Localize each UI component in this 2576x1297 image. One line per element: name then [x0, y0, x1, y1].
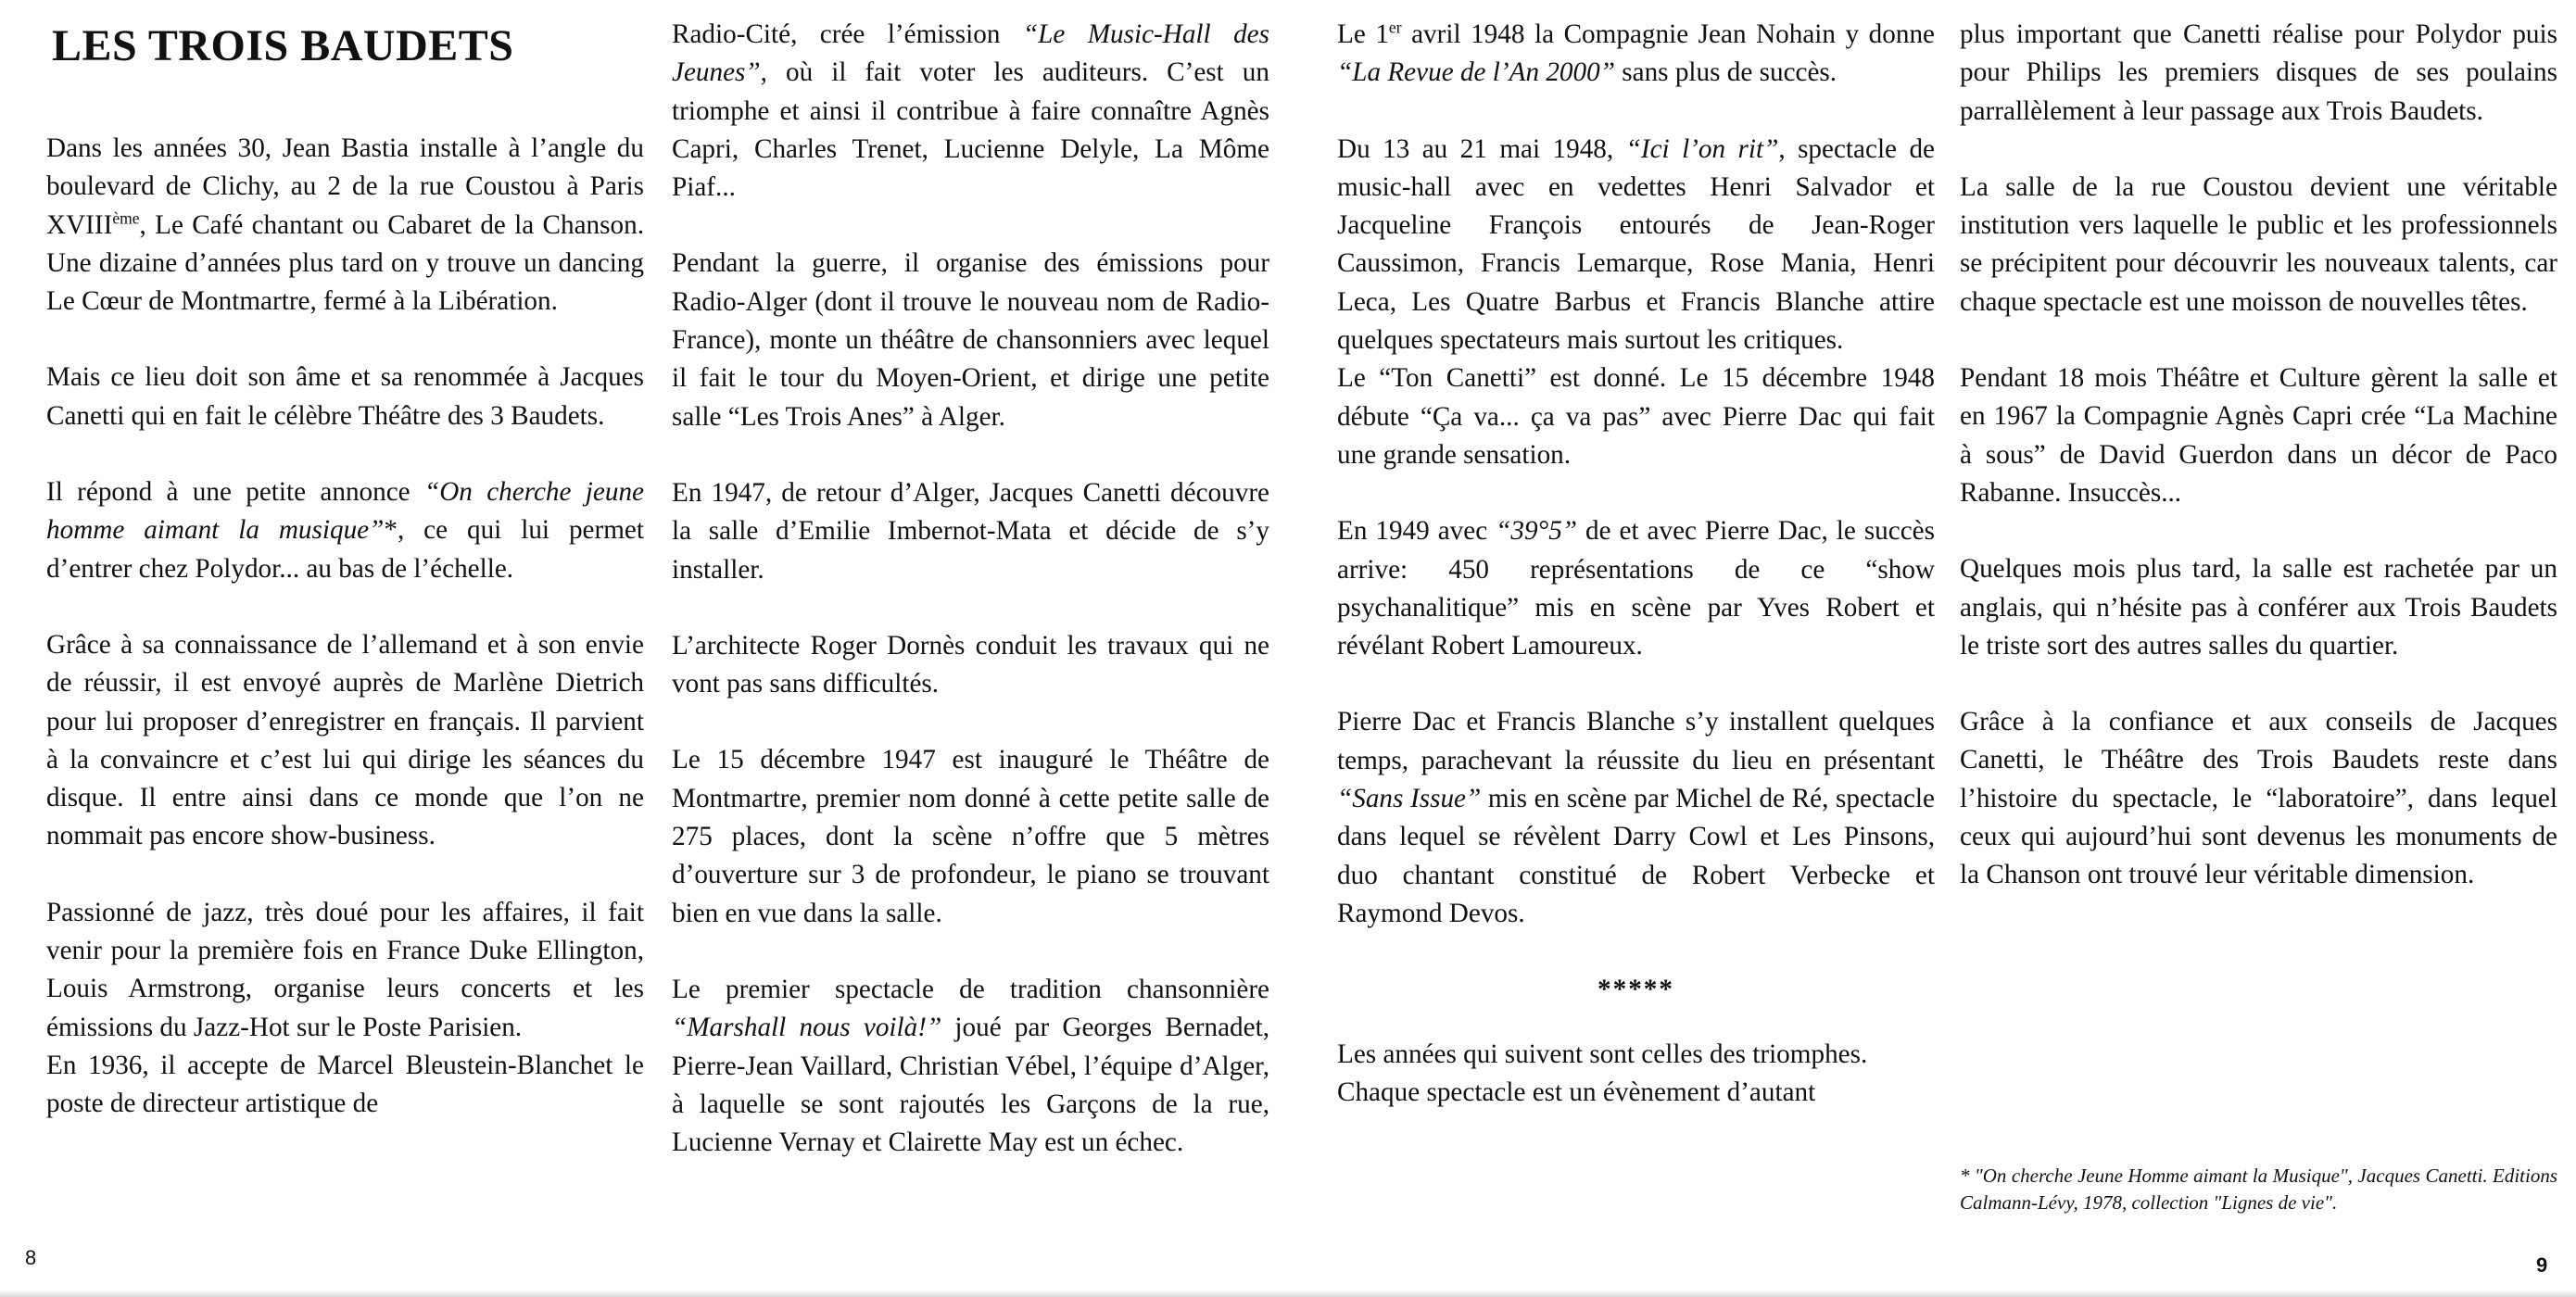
body-text: , spectacle de music-hall avec en vedettes Henri Salvador et Jacqueline François entourés de Jean-Roger Caussimon, Francis Lemarque, Rose Mania, Henri Leca, Les Quatre Barbus et Francis Blanche attire quelques spectateurs mais surtout les critiques. [1337, 133, 1935, 356]
body-text: , Le Café chantant ou Cabaret de la Chanson. Une dizaine d’années plus tard on y trouve un dancing Le Cœur de Montmartre, fermé à la Libération. [46, 209, 644, 317]
body-text: Pendant la guerre, il organise des émissions pour Radio-Alger (dont il trouve le nouveau nom de Radio-France), monte un théâtre de chansonniers avec lequel il fait le tour du Moyen-Orient, et dirige une petite salle “Les Trois Anes” à Alger. [672, 248, 1269, 432]
superscript-text: ème [112, 208, 140, 227]
paragraph [672, 16, 1269, 207]
paragraph [1337, 703, 1935, 933]
paragraph [672, 971, 1269, 1162]
paragraph [1337, 1036, 1935, 1074]
body-text: Le 15 décembre 1947 est inauguré le Théâtre de Montmartre, premier nom donné à cette petite salle de 275 places, dont la scène n’offre que 5 mètres d’ouverture sur 3 de profondeur, le piano se trouvant bien en vue dans la salle. [672, 745, 1269, 928]
body-text: sans plus de succès. [1614, 57, 1837, 88]
paragraph [672, 245, 1269, 435]
paragraph [1960, 16, 2557, 131]
column-3-paragraphs [1337, 16, 1935, 1112]
page-title: LES TROIS BAUDETS [52, 21, 514, 70]
page-number-right: 9 [2536, 1253, 2548, 1277]
italic-title-text: “39°5” [1496, 516, 1578, 547]
paragraph [46, 130, 644, 321]
body-text: Radio-Cité, crée l’émission [672, 19, 1023, 49]
body-text: Passionné de jazz, très doué pour les affaires, il fait venir pour la première fois en France Duke Ellington, Louis Armstrong, organise leurs concerts et les émissions du Jazz-Hot sur le Poste Parisien. [46, 897, 644, 1042]
column-1-paragraphs [46, 130, 644, 1124]
superscript-text: er [1388, 18, 1402, 37]
body-text: plus important que Canetti réalise pour Polydor puis pour Philips les premiers disques de ses poulains parrallèlement à leur passage aux Trois Baudets. [1960, 19, 2557, 126]
paragraph [46, 473, 644, 588]
body-text: ***** [1597, 975, 1674, 1005]
paragraph [1337, 1074, 1935, 1112]
body-text: Grâce à la confiance et aux conseils de Jacques Canetti, le Théâtre des Trois Baudets reste dans l’histoire du spectacle, le “laboratoire”, dans lequel ceux qui aujourd’hui sont devenus les monuments de la Chanson ont trouvé leur véritable dimension. [1960, 707, 2557, 890]
italic-title-text: “Le Music-Hall des Jeunes” [672, 19, 1269, 88]
body-text: Le premier spectacle de tradition chansonnière [672, 974, 1269, 1004]
body-text: Les années qui suivent sont celles des triomphes. [1337, 1039, 1868, 1069]
paragraph [46, 894, 644, 1047]
column-2-paragraphs [672, 16, 1269, 1162]
body-text: Pendant 18 mois Théâtre et Culture gèrent la salle et en 1967 la Compagnie Agnès Capri crée “La Machine à sous” de David Guerdon dans un décor de Paco Rabanne. Insuccès... [1960, 363, 2557, 508]
section-separator [1337, 971, 1935, 1009]
column-4 [1960, 16, 2557, 1257]
body-text: Grâce à sa connaissance de l’allemand et à son envie de réussir, il est envoyé auprès de Marlène Dietrich pour lui proposer d’enregistrer en français. Il parvient à la convaincre et c’est lui qui dirige les séances du disque. Il entre ainsi dans ce monde que l’on ne nommait pas encore show-business. [46, 629, 644, 851]
body-text: Le 1 [1337, 19, 1389, 49]
body-text: *, ce qui lui permet d’entrer chez Polydor... au bas de l’échelle. [46, 515, 644, 584]
column-4-paragraphs [1960, 16, 2557, 895]
body-text: , où il fait voter les auditeurs. C’est un triomphe et ainsi il contribue à faire connaître Agnès Capri, Charles Trenet, Lucienne Delyle, La Môme Piaf... [672, 57, 1269, 203]
body-text: Du 13 au 21 mai 1948, [1337, 133, 1626, 164]
paragraph [1337, 512, 1935, 665]
paragraph [672, 741, 1269, 932]
italic-title-text: “Marshall nous voilà!” [672, 1013, 942, 1043]
body-text: joué par Georges Bernadet, Pierre-Jean Vaillard, Christian Vébel, l’équipe d’Alger, à laquelle se sont rajoutés les Garçons de la rue, Lucienne Vernay et Clairette May est un échec. [672, 1013, 1269, 1158]
paragraph [1337, 359, 1935, 474]
column-3 [1337, 16, 1935, 1150]
paragraph [1337, 131, 1935, 360]
body-text: En 1936, il accepte de Marcel Bleustein-Blanchet le poste de directeur artistique de [46, 1050, 644, 1119]
page-gutter [1288, 0, 1290, 1297]
body-text: de et avec Pierre Dac, le succès arrive: 450 représentations de ce “show psychanalitique” mis en scène par Yves Robert et révélant Robert Lamoureux. [1337, 516, 1935, 661]
body-text: Mais ce lieu doit son âme et sa renommée à Jacques Canetti qui en fait le célèbre Théâtre des 3 Baudets. [46, 362, 644, 431]
body-text: Dans les années 30, Jean Bastia installe à l’angle du boulevard de Clichy, au 2 de la rue Coustou à Paris XVIII [46, 133, 644, 240]
body-text: avril 1948 la Compagnie Jean Nohain y donne [1401, 19, 1935, 49]
paragraph [46, 626, 644, 856]
paragraph [1960, 359, 2557, 512]
body-text: Pierre Dac et Francis Blanche s’y installent quelques temps, parachevant la réussite du lieu en présentant [1337, 707, 1935, 775]
paragraph [1960, 703, 2557, 894]
body-text: L’architecte Roger Dornès conduit les travaux qui ne vont pas sans difficultés. [672, 630, 1269, 699]
body-text: Il répond à une petite annonce [46, 477, 424, 508]
paragraph [1960, 169, 2557, 321]
paragraph [672, 474, 1269, 589]
body-text: La salle de la rue Coustou devient une véritable institution vers laquelle le public et les professionnels se précipitent pour découvrir les nouveaux talents, car chaque spectacle est une moisson de nouvelles têtes. [1960, 171, 2557, 317]
body-text: En 1947, de retour d’Alger, Jacques Canetti découvre la salle d’Emilie Imbernot-Mata et décide de s’y installer. [672, 477, 1269, 585]
column-2 [672, 16, 1269, 1200]
body-text: Chaque spectacle est un évènement d’autant [1337, 1077, 1816, 1107]
page-number-left: 8 [25, 1246, 37, 1269]
body-text: mis en scène par Michel de Ré, spectacle dans lequel se révèlent Darry Cowl et Les Pinsons, duo chantant constitué de Robert Verbecke et Raymond Devos. [1337, 784, 1935, 928]
paragraph [46, 359, 644, 435]
paragraph [1960, 550, 2557, 665]
body-text: Quelques mois plus tard, la salle est rachetée par un anglais, qui n’hésite pas à conférer aux Trois Baudets le triste sort des autres salles du quartier. [1960, 554, 2557, 661]
italic-title-text: “On cherche jeune homme aimant la musique” [46, 477, 644, 546]
italic-title-text: “Ici l’on rit” [1625, 133, 1779, 164]
paragraph [46, 1047, 644, 1124]
body-text: Le “Ton Canetti” est donné. Le 15 décembre 1948 débute “Ça va... ça va pas” avec Pierre Dac qui fait une grande sensation. [1337, 363, 1935, 470]
bottom-edge-shadow [0, 1290, 2576, 1297]
column-1 [46, 20, 644, 1162]
footnote: * "On cherche Jeune Homme aimant la Musique", Jacques Canetti. Editions Calmann-Lévy, 1978, collection "Lignes de vie". [1960, 1165, 2557, 1214]
paragraph [1337, 16, 1935, 93]
paragraph [672, 627, 1269, 704]
italic-title-text: “La Revue de l’An 2000” [1337, 57, 1615, 88]
italic-title-text: “Sans Issue” [1337, 784, 1482, 814]
body-text: En 1949 avec [1337, 516, 1496, 547]
